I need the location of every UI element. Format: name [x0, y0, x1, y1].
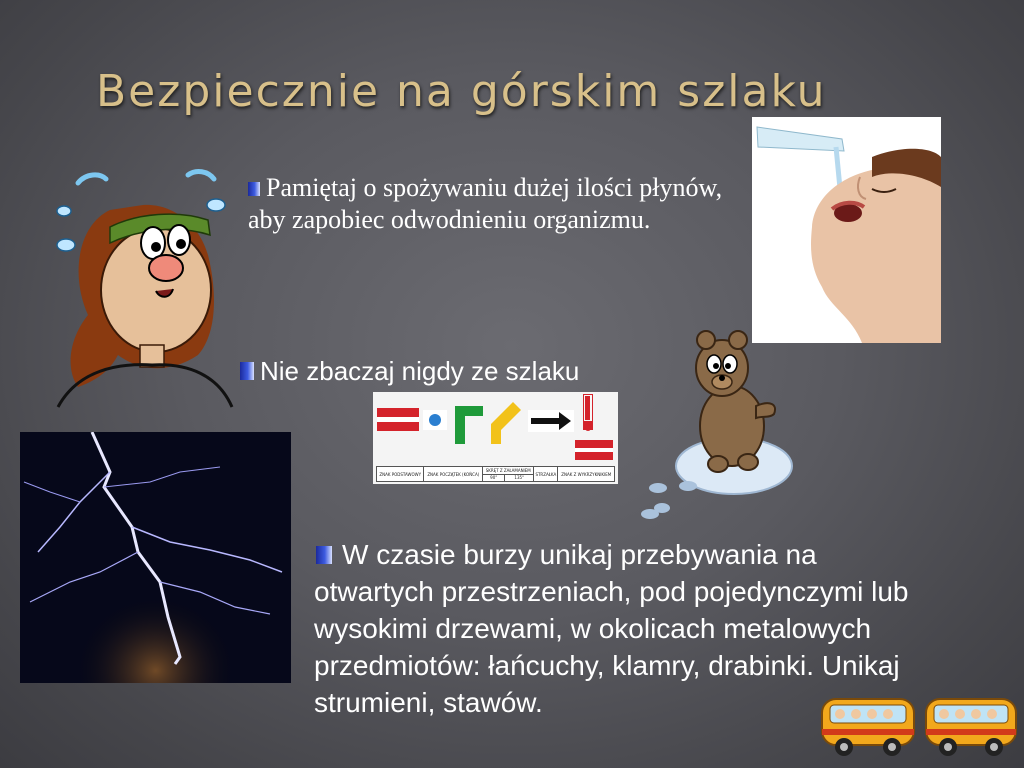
trail-angled-turn-sign-icon [491, 402, 521, 444]
woman-drinking-water-graphic [752, 117, 941, 343]
bullet-stay-on-trail-text: Nie zbaczaj nigdy ze szlaku [260, 356, 580, 386]
legend-cell: 135° [505, 474, 534, 482]
lightning-graphic [20, 432, 291, 683]
legend-cell: ZNAK Z WYKRZYKNIKIEM [558, 467, 615, 482]
school-bus-cartoon [818, 693, 1020, 763]
bullet-hydration-text: Pamiętaj o spożywaniu dużej ilości płynów, aby zapobiec odwodnieniu organizmu. [248, 173, 723, 234]
trail-markings-chart [373, 392, 618, 484]
legend-cell: ZNAK POCZĄTEK (KOŃCA) [424, 467, 483, 482]
bullet-marker-icon [248, 182, 260, 196]
bullet-hydration [248, 172, 748, 236]
woman-drinking-water-photo [752, 117, 941, 343]
sweating-hiker-cartoon [48, 165, 234, 411]
lightning-photo [20, 432, 291, 683]
bullet-stay-on-trail [240, 356, 579, 387]
slide-title: Bezpiecznie na górskim szlaku [96, 66, 827, 117]
bullet-marker-icon [316, 546, 332, 564]
trail-turn-sign-icon [455, 406, 483, 444]
bullet-marker-icon [240, 362, 254, 380]
legend-cell: ZNAK PODSTAWOWY [377, 467, 424, 482]
basic-trail-sign-icon [377, 408, 419, 417]
trail-signs-legend-table [376, 466, 615, 482]
bear-cartoon [636, 326, 794, 530]
legend-cell: 90° [483, 474, 505, 482]
bullet-storm-safety-text: W czasie burzy unikaj przebywania na otwartych przestrzeniach, pod pojedynczymi lub wysokimi drzewami, w okolicach metalowych przedmiotów: łańcuchy, klamry, drabinki. Unikaj strumieni, stawów. [314, 539, 909, 718]
trail-signs-graphic [373, 392, 618, 466]
legend-cell: SKRĘT Z ZAŁAMANIEM [483, 467, 534, 475]
legend-cell: STRZAŁKA [534, 467, 558, 482]
